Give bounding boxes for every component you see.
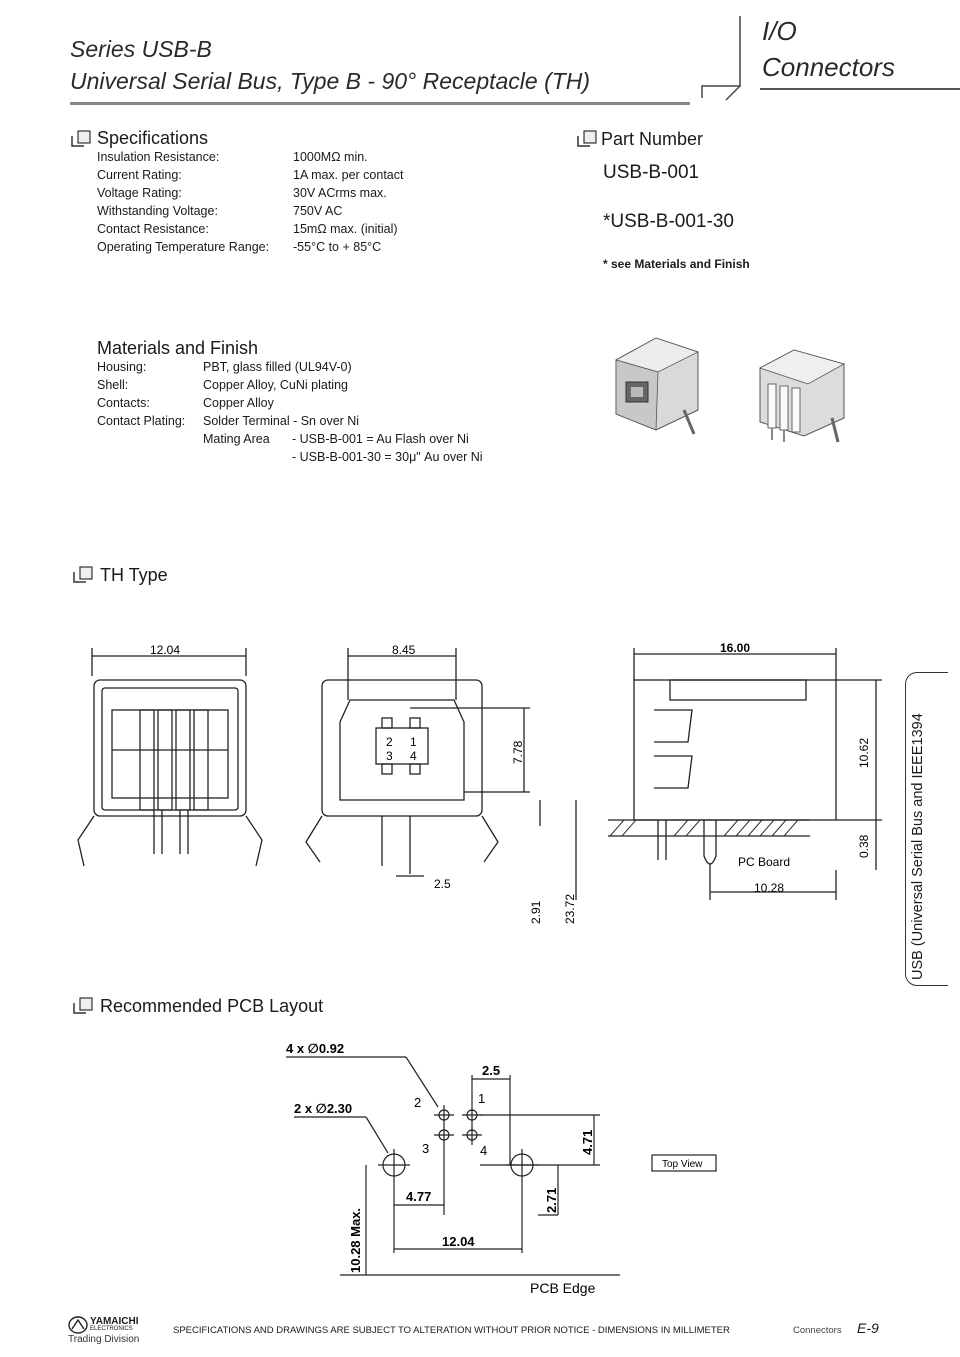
pcb-layout-heading: Recommended PCB Layout	[100, 996, 324, 1016]
top-view-label: Top View	[662, 1159, 703, 1170]
product-photo-front	[606, 330, 706, 440]
category-rule	[760, 88, 960, 90]
mating-label: Mating Area	[203, 432, 270, 446]
part-number: USB-B-001	[603, 162, 700, 183]
part-number: *USB-B-001-30	[603, 211, 734, 232]
product-photo-rear	[752, 344, 852, 444]
spec-value: 1000MΩ min.	[293, 150, 368, 164]
dim-pin-len-a: 2.91	[529, 900, 543, 924]
th-type-heading: TH Type	[100, 565, 168, 585]
section-bullet-icon	[70, 130, 92, 148]
dim-board-offset: 0.38	[857, 834, 871, 858]
dim-port-height: 7.78	[511, 740, 525, 764]
spec-label: Insulation Resistance:	[97, 150, 220, 164]
section-bullet-icon	[72, 997, 94, 1015]
category-io: I/O	[762, 16, 797, 46]
dim-span: 12.04	[442, 1234, 475, 1249]
spec-label: Withstanding Voltage:	[97, 204, 218, 218]
pin-label: 1	[410, 735, 417, 749]
material-value: Solder Terminal - Sn over Ni	[203, 414, 360, 428]
pc-board-label: PC Board	[738, 855, 791, 869]
pin-label: 2	[386, 735, 393, 749]
material-label: Contacts:	[97, 396, 150, 410]
section-bullet-icon	[576, 130, 598, 148]
dim-pitch: 2.5	[482, 1063, 501, 1078]
material-value: Copper Alloy	[203, 396, 274, 410]
specifications-heading: Specifications	[97, 128, 209, 148]
th-type-drawing	[70, 630, 900, 930]
material-label: Shell:	[97, 378, 129, 392]
dim-side-height: 10.62	[857, 737, 871, 768]
pin-label: 3	[422, 1141, 430, 1156]
footer-division: Trading Division	[68, 1334, 140, 1345]
product-title: Universal Serial Bus, Type B - 90° Receptacle (TH)	[70, 68, 591, 94]
pcb-edge-label: PCB Edge	[530, 1280, 596, 1296]
spec-value: 15mΩ max. (initial)	[293, 222, 398, 236]
spec-value: 750V AC	[293, 204, 343, 218]
dim-edge-offset: 2.71	[544, 1187, 559, 1213]
pin-label: 4	[410, 749, 417, 763]
footer-disclaimer: SPECIFICATIONS AND DRAWINGS ARE SUBJECT TO ALTERATION WITHOUT PRIOR NOTICE - DIMENSIONS IN MILLIMETER	[173, 1325, 730, 1336]
footer-page: E-9	[857, 1320, 879, 1336]
dim-board-depth: 10.28	[754, 881, 785, 895]
dim-port-width: 8.45	[392, 643, 416, 657]
dim-max-depth: 10.28 Max.	[348, 1207, 363, 1273]
materials-heading: Materials and Finish	[97, 338, 259, 358]
pin-label: 3	[386, 749, 393, 763]
dim-offset: 4.77	[406, 1189, 432, 1204]
spec-value: 1A max. per contact	[293, 168, 404, 182]
mating-line: - USB-B-001 = Au Flash over Ni	[292, 432, 469, 446]
dim-side-length: 16.00	[720, 641, 751, 655]
pcb-layout-drawing	[280, 1035, 740, 1305]
material-label: Contact Plating:	[97, 414, 186, 428]
spec-label: Current Rating:	[97, 168, 182, 182]
footer-brand: YAMAICHI	[90, 1316, 139, 1327]
header-rule	[70, 102, 690, 105]
yamaichi-logo-icon	[68, 1316, 88, 1334]
mating-line: - USB-B-001-30 = 30μ" Au over Ni	[292, 450, 483, 464]
footer-brand-sub: ELECTRONICS	[90, 1326, 133, 1332]
material-value: Copper Alloy, CuNi plating	[203, 378, 348, 392]
pin-label: 1	[478, 1091, 486, 1106]
large-holes-label: 2 x ∅2.30	[294, 1101, 353, 1116]
pin-label: 4	[480, 1143, 488, 1158]
part-number-note: * see Materials and Finish	[603, 257, 750, 271]
material-label: Housing:	[97, 360, 147, 374]
part-number-heading: Part Number	[601, 129, 704, 149]
category-connectors: Connectors	[762, 52, 895, 82]
spec-label: Operating Temperature Range:	[97, 240, 270, 254]
section-bullet-icon	[72, 566, 94, 584]
side-tab-label: USB (Universal Serial Bus and IEEE1394	[910, 713, 926, 980]
footer-section: Connectors	[793, 1325, 842, 1336]
dim-row-spacing: 4.71	[580, 1129, 595, 1155]
header-bracket	[696, 14, 766, 104]
spec-label: Voltage Rating:	[97, 186, 182, 200]
dim-front-width: 12.04	[150, 643, 181, 657]
spec-label: Contact Resistance:	[97, 222, 209, 236]
dim-pin-pitch: 2.5	[434, 877, 451, 891]
material-value: PBT, glass filled (UL94V-0)	[203, 360, 352, 374]
dim-pin-len-b: 23.72	[563, 893, 577, 924]
spec-value: -55°C to + 85°C	[293, 240, 382, 254]
small-holes-label: 4 x ∅0.92	[286, 1041, 345, 1056]
pin-label: 2	[414, 1095, 422, 1110]
spec-value: 30V ACrms max.	[293, 186, 387, 200]
series-title: Series USB-B	[70, 36, 212, 62]
